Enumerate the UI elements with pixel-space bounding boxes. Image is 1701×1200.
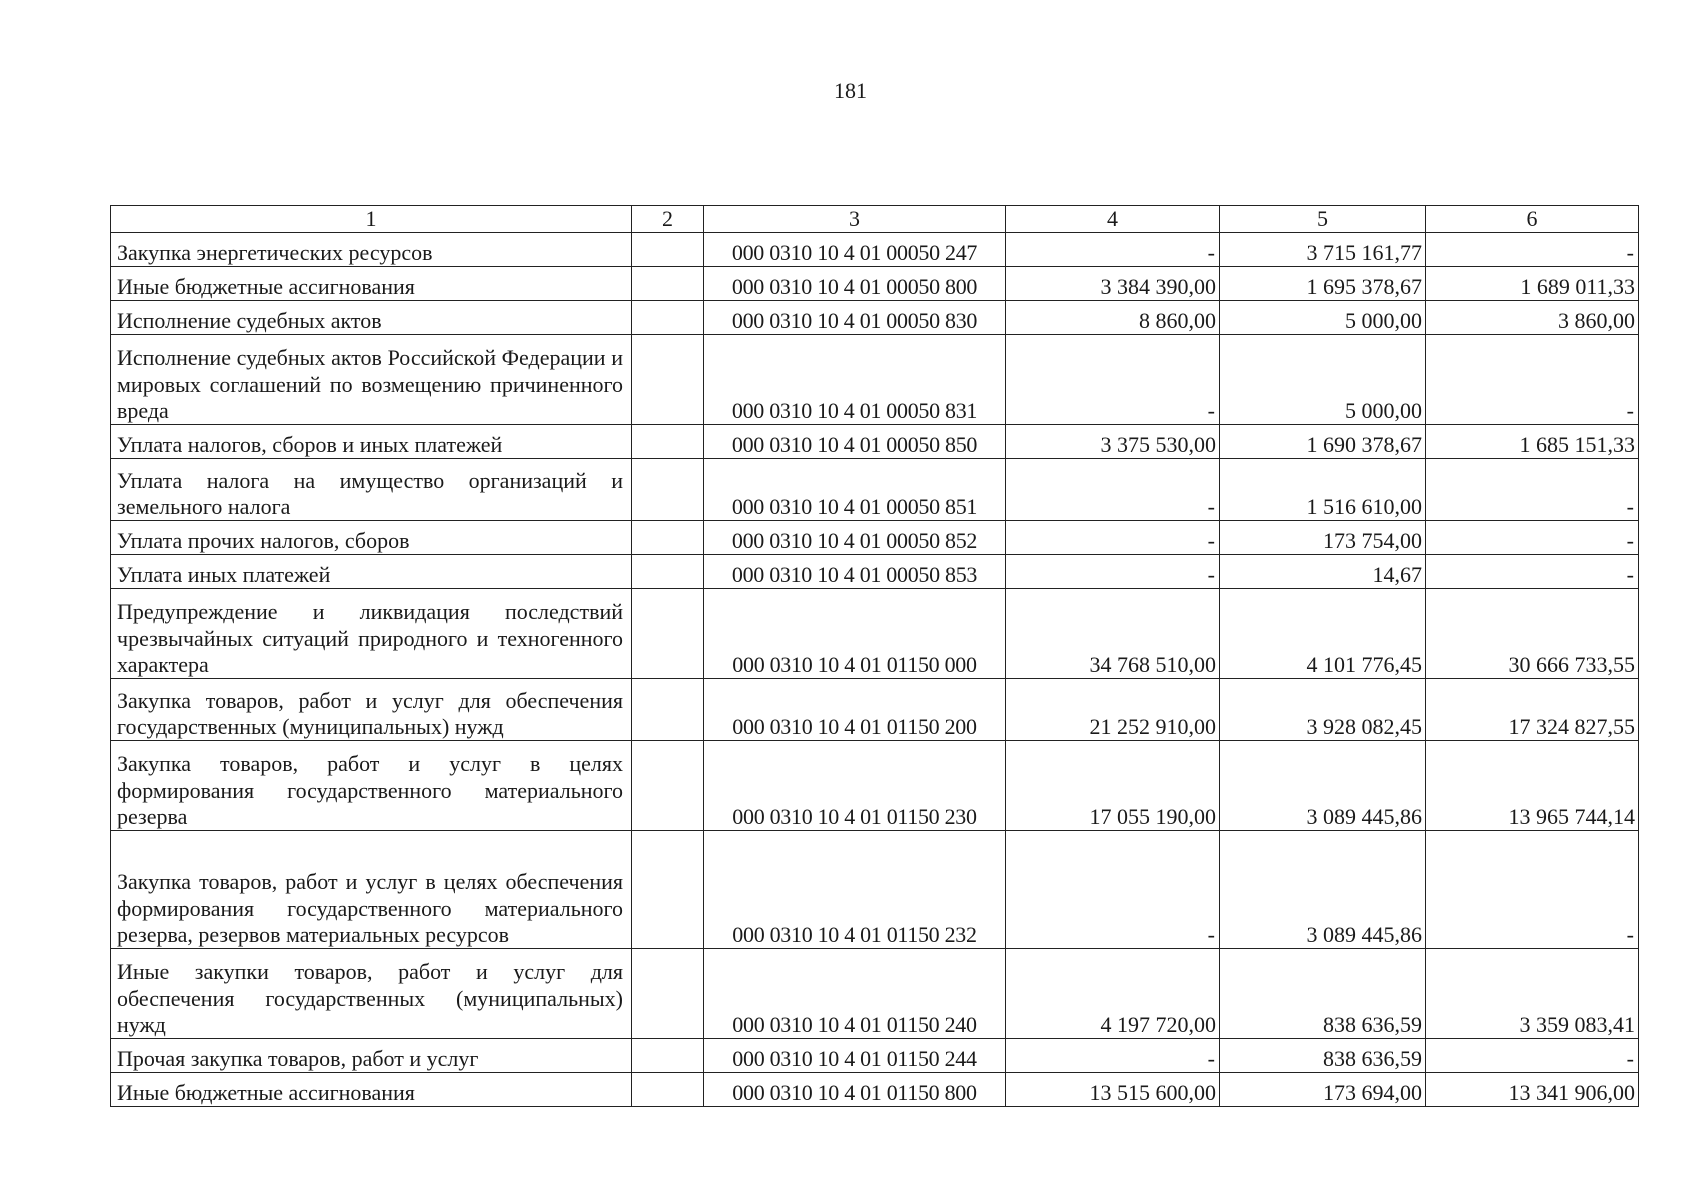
cell-col6: 30 666 733,55 — [1426, 589, 1639, 679]
cell-col4: - — [1006, 233, 1220, 267]
header-col-5: 5 — [1220, 206, 1426, 233]
cell-col5: 3 089 445,86 — [1220, 831, 1426, 949]
cell-col6: 13 341 906,00 — [1426, 1073, 1639, 1107]
budget-table — [110, 205, 1639, 1107]
table-row — [111, 425, 1639, 459]
cell-col5: 838 636,59 — [1220, 949, 1426, 1039]
cell-col4: 21 252 910,00 — [1006, 679, 1220, 741]
cell-col2 — [632, 679, 704, 741]
cell-col5: 5 000,00 — [1220, 301, 1426, 335]
cell-col5: 173 694,00 — [1220, 1073, 1426, 1107]
cell-name: Иные бюджетные ассигнования — [111, 1073, 632, 1107]
cell-code: 000 0310 10 4 01 01150 800 — [704, 1073, 1006, 1107]
cell-col6: 3 860,00 — [1426, 301, 1639, 335]
cell-col6: 3 359 083,41 — [1426, 949, 1639, 1039]
cell-col6: - — [1426, 335, 1639, 425]
cell-code: 000 0310 10 4 01 00050 831 — [704, 335, 1006, 425]
table-row — [111, 741, 1639, 831]
cell-col4: 13 515 600,00 — [1006, 1073, 1220, 1107]
cell-col4: 8 860,00 — [1006, 301, 1220, 335]
cell-name: Предупреждение и ликвидация последствий чрезвычайных ситуаций природного и техногенного характера — [111, 589, 632, 679]
cell-code: 000 0310 10 4 01 01150 200 — [704, 679, 1006, 741]
cell-col6: - — [1426, 233, 1639, 267]
table-row — [111, 459, 1639, 521]
table-header — [111, 206, 1639, 233]
header-col-1: 1 — [111, 206, 632, 233]
cell-col2 — [632, 1039, 704, 1073]
table-row — [111, 267, 1639, 301]
table-row — [111, 589, 1639, 679]
table-row — [111, 1039, 1639, 1073]
cell-code: 000 0310 10 4 01 00050 853 — [704, 555, 1006, 589]
header-col-6: 6 — [1426, 206, 1639, 233]
header-row — [111, 206, 1639, 233]
cell-col6: - — [1426, 831, 1639, 949]
cell-name: Иные бюджетные ассигнования — [111, 267, 632, 301]
cell-col4: - — [1006, 459, 1220, 521]
cell-col5: 3 089 445,86 — [1220, 741, 1426, 831]
cell-col4: 4 197 720,00 — [1006, 949, 1220, 1039]
cell-col6: 13 965 744,14 — [1426, 741, 1639, 831]
table-row — [111, 335, 1639, 425]
cell-col4: - — [1006, 1039, 1220, 1073]
cell-col6: - — [1426, 555, 1639, 589]
cell-name: Закупка энергетических ресурсов — [111, 233, 632, 267]
cell-name: Исполнение судебных актов Российской Федерации и мировых соглашений по возмещению причиненного вреда — [111, 335, 632, 425]
cell-col5: 838 636,59 — [1220, 1039, 1426, 1073]
table-row — [111, 831, 1639, 949]
table-row — [111, 679, 1639, 741]
cell-col5: 3 928 082,45 — [1220, 679, 1426, 741]
header-col-4: 4 — [1006, 206, 1220, 233]
cell-col4: 3 384 390,00 — [1006, 267, 1220, 301]
cell-code: 000 0310 10 4 01 00050 800 — [704, 267, 1006, 301]
cell-col4: 34 768 510,00 — [1006, 589, 1220, 679]
cell-code: 000 0310 10 4 01 00050 852 — [704, 521, 1006, 555]
cell-name: Закупка товаров, работ и услуг в целях обеспечения формирования государственного материального резерва, резервов материальных ресурсов — [111, 831, 632, 949]
cell-code: 000 0310 10 4 01 00050 851 — [704, 459, 1006, 521]
cell-name: Закупка товаров, работ и услуг для обеспечения государственных (муниципальных) нужд — [111, 679, 632, 741]
cell-code: 000 0310 10 4 01 01150 230 — [704, 741, 1006, 831]
cell-col5: 3 715 161,77 — [1220, 233, 1426, 267]
cell-code: 000 0310 10 4 01 01150 240 — [704, 949, 1006, 1039]
cell-col6: - — [1426, 459, 1639, 521]
cell-col2 — [632, 589, 704, 679]
cell-col2 — [632, 831, 704, 949]
cell-col5: 1 690 378,67 — [1220, 425, 1426, 459]
cell-name: Иные закупки товаров, работ и услуг для обеспечения государственных (муниципальных) нужд — [111, 949, 632, 1039]
header-col-3: 3 — [704, 206, 1006, 233]
cell-col2 — [632, 425, 704, 459]
table-row — [111, 301, 1639, 335]
cell-col2 — [632, 267, 704, 301]
cell-col6: - — [1426, 1039, 1639, 1073]
cell-name: Уплата прочих налогов, сборов — [111, 521, 632, 555]
table-body — [111, 233, 1639, 1107]
cell-col2 — [632, 459, 704, 521]
table-row — [111, 233, 1639, 267]
cell-name: Исполнение судебных актов — [111, 301, 632, 335]
cell-col2 — [632, 949, 704, 1039]
cell-name: Прочая закупка товаров, работ и услуг — [111, 1039, 632, 1073]
cell-col6: 1 689 011,33 — [1426, 267, 1639, 301]
cell-col5: 14,67 — [1220, 555, 1426, 589]
cell-col2 — [632, 555, 704, 589]
cell-col2 — [632, 521, 704, 555]
table-row — [111, 521, 1639, 555]
cell-code: 000 0310 10 4 01 01150 244 — [704, 1039, 1006, 1073]
cell-col6: 1 685 151,33 — [1426, 425, 1639, 459]
cell-col4: - — [1006, 335, 1220, 425]
cell-code: 000 0310 10 4 01 01150 000 — [704, 589, 1006, 679]
cell-code: 000 0310 10 4 01 00050 247 — [704, 233, 1006, 267]
cell-name: Уплата налогов, сборов и иных платежей — [111, 425, 632, 459]
cell-col2 — [632, 301, 704, 335]
cell-col4: 17 055 190,00 — [1006, 741, 1220, 831]
cell-col5: 4 101 776,45 — [1220, 589, 1426, 679]
cell-col2 — [632, 335, 704, 425]
cell-col5: 173 754,00 — [1220, 521, 1426, 555]
cell-col2 — [632, 1073, 704, 1107]
cell-col4: 3 375 530,00 — [1006, 425, 1220, 459]
table-row — [111, 555, 1639, 589]
cell-name: Уплата налога на имущество организаций и земельного налога — [111, 459, 632, 521]
cell-name: Закупка товаров, работ и услуг в целях формирования государственного материального резерва — [111, 741, 632, 831]
page-number: 181 — [834, 78, 867, 103]
table-row — [111, 1073, 1639, 1107]
cell-col5: 5 000,00 — [1220, 335, 1426, 425]
cell-code: 000 0310 10 4 01 00050 830 — [704, 301, 1006, 335]
table-row — [111, 949, 1639, 1039]
cell-name: Уплата иных платежей — [111, 555, 632, 589]
cell-col2 — [632, 741, 704, 831]
cell-col4: - — [1006, 831, 1220, 949]
header-col-2: 2 — [632, 206, 704, 233]
cell-col5: 1 516 610,00 — [1220, 459, 1426, 521]
cell-col6: 17 324 827,55 — [1426, 679, 1639, 741]
cell-col4: - — [1006, 521, 1220, 555]
cell-col6: - — [1426, 521, 1639, 555]
cell-code: 000 0310 10 4 01 00050 850 — [704, 425, 1006, 459]
cell-col5: 1 695 378,67 — [1220, 267, 1426, 301]
cell-col4: - — [1006, 555, 1220, 589]
cell-col2 — [632, 233, 704, 267]
cell-code: 000 0310 10 4 01 01150 232 — [704, 831, 1006, 949]
